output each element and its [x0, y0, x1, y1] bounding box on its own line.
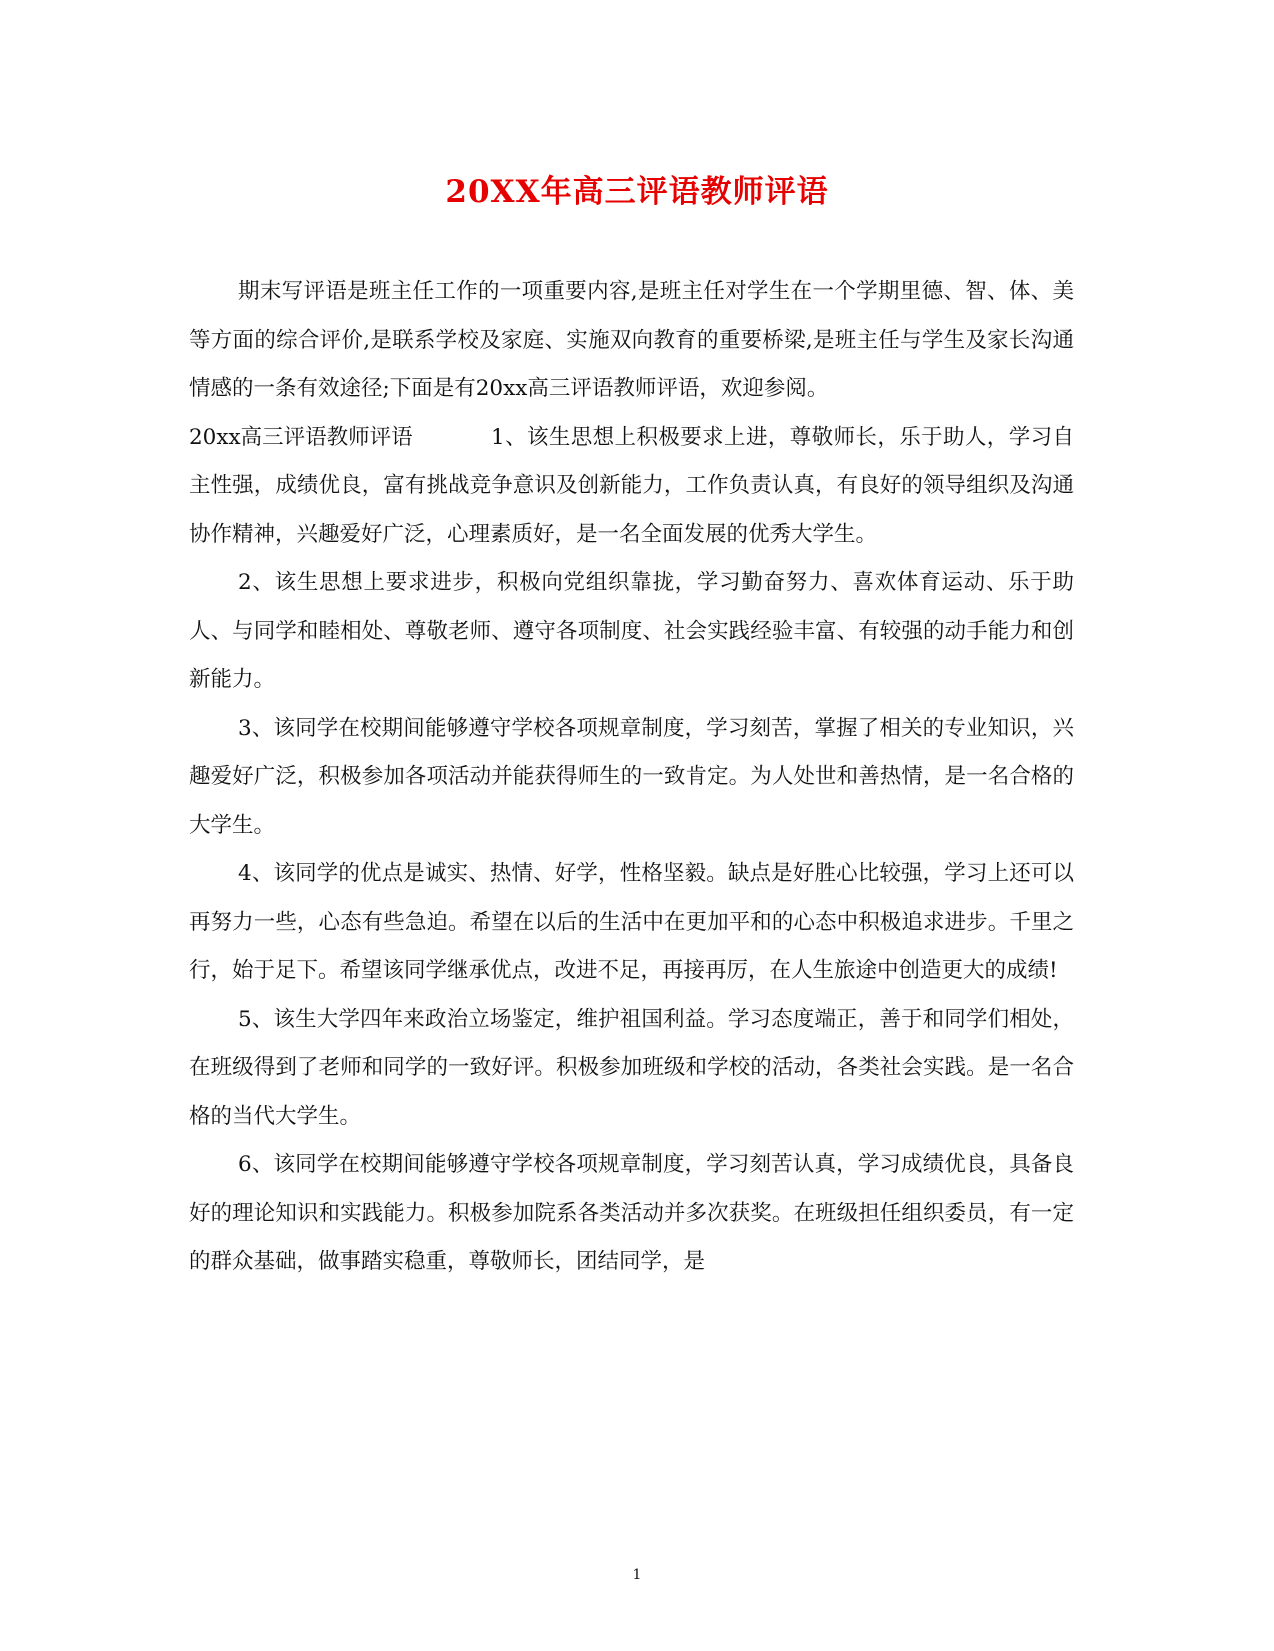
intro-paragraph: 期末写评语是班主任工作的一项重要内容,是班主任对学生在一个学期里德、智、体、美等方面的综合评价,是联系学校及家庭、实施双向教育的重要桥梁,是班主任与学生及家长沟通情感的一条有效途径;下面是有20xx高三评语教师评语，欢迎参阅。 — [189, 279, 1074, 401]
item-4: 4、该同学的优点是诚实、热情、好学，性格坚毅。缺点是好胜心比较强，学习上还可以再努力一些，心态有些急迫。希望在以后的生活中在更加平和的心态中积极追求进步。千里之行，始于足下。希望该同学继承优点，改进不足，再接再厉，在人生旅途中创造更大的成绩! — [189, 861, 1074, 983]
item-3: 3、该同学在校期间能够遵守学校各项规章制度，学习刻苦，掌握了相关的专业知识，兴趣爱好广泛，积极参加各项活动并能获得师生的一致肯定。为人处世和善热情，是一名合格的大学生。 — [189, 715, 1074, 838]
item-1: 1、该生思想上积极要求上进，尊敬师长，乐于助人，学习自主性强，成绩优良，富有挑战竞争意识及创新能力，工作负责认真，有良好的领导组织及沟通协作精神，兴趣爱好广泛，心理素质好，是一名全面发展的优秀大学生。 — [189, 424, 1074, 547]
page-number: 1 — [632, 1567, 642, 1583]
item-6: 6、该同学在校期间能够遵守学校各项规章制度，学习刻苦认真，学习成绩优良，具备良好的理论知识和实践能力。积极参加院系各类活动并多次获奖。在班级担任组织委员，有一定的群众基础，做事踏实稳重，尊敬师长，团结同学，是 — [189, 1152, 1074, 1274]
document-title: 20XX年高三评语教师评语 — [445, 174, 829, 210]
item-5: 5、该生大学四年来政治立场鉴定，维护祖国利益。学习态度端正，善于和同学们相处，在班级得到了老师和同学的一致好评。积极参加班级和学校的活动，各类社会实践。是一名合格的当代大学生。 — [189, 1006, 1074, 1129]
document-body — [189, 268, 1074, 1287]
section-heading: 20xx高三评语教师评语 — [189, 424, 413, 450]
first-item-paragraph — [189, 414, 1074, 560]
item-2: 2、该生思想上要求进步，积极向党组织靠拢，学习勤奋努力、喜欢体育运动、乐于助人、与同学和睦相处、尊敬老师、遵守各项制度、社会实践经验丰富、有较强的动手能力和创新能力。 — [189, 570, 1074, 692]
